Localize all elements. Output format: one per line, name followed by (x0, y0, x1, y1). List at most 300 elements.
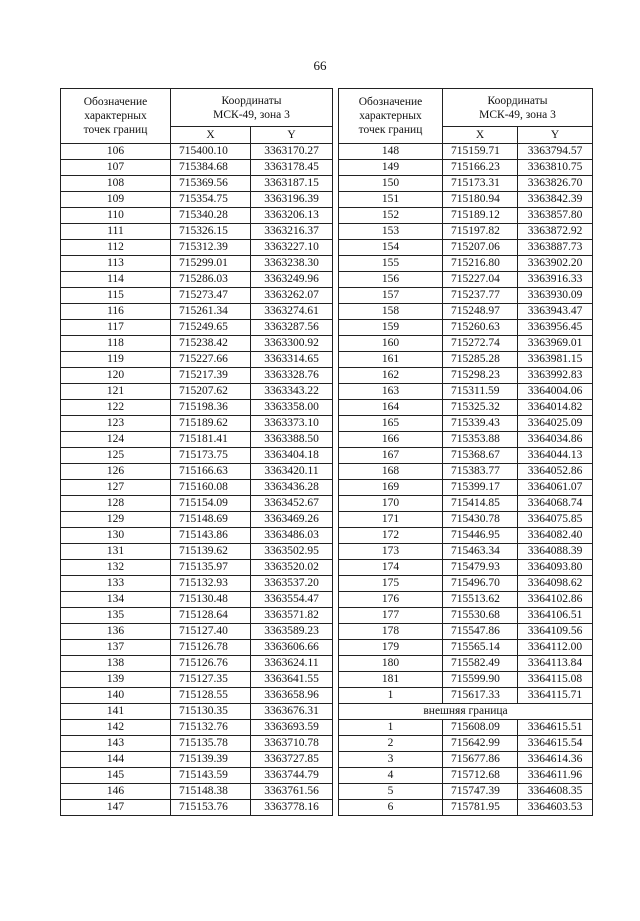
table-row (339, 192, 593, 208)
y-value: 3364044.13 (518, 448, 593, 464)
table-row (61, 640, 333, 656)
table-row (61, 704, 333, 720)
table-row (339, 640, 593, 656)
x-value: 715582.49 (443, 656, 518, 672)
y-value: 3363287.56 (251, 320, 333, 336)
point-number: 112 (61, 240, 171, 256)
table-row (339, 240, 593, 256)
table-row (61, 736, 333, 752)
table-row (339, 224, 593, 240)
x-value: 715130.35 (171, 704, 251, 720)
table-row (61, 320, 333, 336)
point-number: 130 (61, 528, 171, 544)
y-value: 3363262.07 (251, 288, 333, 304)
y-value: 3363761.56 (251, 784, 333, 800)
y-value: 3364052.86 (518, 464, 593, 480)
y-value: 3363436.28 (251, 480, 333, 496)
x-value: 715227.66 (171, 352, 251, 368)
x-value: 715368.67 (443, 448, 518, 464)
x-value: 715173.75 (171, 448, 251, 464)
table-row (339, 176, 593, 192)
x-value: 715128.64 (171, 608, 251, 624)
x-value: 715617.33 (443, 688, 518, 704)
point-number: 140 (61, 688, 171, 704)
x-value: 715238.42 (171, 336, 251, 352)
point-number: 157 (339, 288, 443, 304)
x-value: 715446.95 (443, 528, 518, 544)
coordinates-header (443, 89, 593, 127)
table-row (339, 608, 593, 624)
x-value: 715747.39 (443, 784, 518, 800)
y-value: 3363520.02 (251, 560, 333, 576)
y-value: 3363388.50 (251, 432, 333, 448)
point-number: 143 (61, 736, 171, 752)
table-row (339, 160, 593, 176)
x-value: 715430.78 (443, 512, 518, 528)
x-value: 715354.75 (171, 192, 251, 208)
point-number: 172 (339, 528, 443, 544)
x-value: 715496.70 (443, 576, 518, 592)
table-row (339, 432, 593, 448)
point-number: 2 (339, 736, 443, 752)
y-value: 3363676.31 (251, 704, 333, 720)
point-number: 122 (61, 400, 171, 416)
x-value: 715261.34 (171, 304, 251, 320)
point-number: 119 (61, 352, 171, 368)
y-value: 3364034.86 (518, 432, 593, 448)
point-number: 147 (61, 800, 171, 816)
y-value: 3364025.09 (518, 416, 593, 432)
point-number: 159 (339, 320, 443, 336)
table-row (61, 304, 333, 320)
y-value: 3363554.47 (251, 592, 333, 608)
y-value: 3364068.74 (518, 496, 593, 512)
point-number: 161 (339, 352, 443, 368)
point-number: 138 (61, 656, 171, 672)
table-row (339, 576, 593, 592)
x-header: X (443, 127, 518, 144)
x-value: 715128.55 (171, 688, 251, 704)
point-number: 1 (339, 720, 443, 736)
table-row (61, 224, 333, 240)
table-row (339, 800, 593, 816)
table-row (339, 256, 593, 272)
header-row (339, 89, 593, 127)
table-row (61, 512, 333, 528)
table-row (339, 448, 593, 464)
table-row (61, 576, 333, 592)
x-value: 715248.97 (443, 304, 518, 320)
table-row (339, 144, 593, 160)
point-number: 121 (61, 384, 171, 400)
point-number: 117 (61, 320, 171, 336)
x-value: 715249.65 (171, 320, 251, 336)
table-row (339, 768, 593, 784)
y-value: 3363571.82 (251, 608, 333, 624)
table-row (339, 304, 593, 320)
point-number: 179 (339, 640, 443, 656)
x-value: 715197.82 (443, 224, 518, 240)
y-value: 3363872.92 (518, 224, 593, 240)
table-row (61, 352, 333, 368)
x-value: 715237.77 (443, 288, 518, 304)
point-number: 115 (61, 288, 171, 304)
x-value: 715400.10 (171, 144, 251, 160)
y-value: 3363857.80 (518, 208, 593, 224)
y-value: 3363420.11 (251, 464, 333, 480)
y-value: 3363842.39 (518, 192, 593, 208)
point-number: 127 (61, 480, 171, 496)
table-row (61, 368, 333, 384)
y-value: 3363206.13 (251, 208, 333, 224)
point-number: 137 (61, 640, 171, 656)
x-value: 715369.56 (171, 176, 251, 192)
point-number: 139 (61, 672, 171, 688)
page-number: 66 (313, 58, 327, 73)
y-value: 3363274.61 (251, 304, 333, 320)
table-row (339, 560, 593, 576)
y-header: Y (251, 127, 333, 144)
point-number: 145 (61, 768, 171, 784)
designation-header-line: Обозначение (358, 96, 423, 108)
y-value: 3363956.45 (518, 320, 593, 336)
y-value: 3363658.96 (251, 688, 333, 704)
x-value: 715312.39 (171, 240, 251, 256)
point-number: 173 (339, 544, 443, 560)
point-number: 165 (339, 416, 443, 432)
point-number: 131 (61, 544, 171, 560)
table-row (61, 288, 333, 304)
y-value: 3364109.56 (518, 624, 593, 640)
table-row (61, 464, 333, 480)
point-number: 124 (61, 432, 171, 448)
y-value: 3364082.40 (518, 528, 593, 544)
point-number: 164 (339, 400, 443, 416)
x-value: 715153.76 (171, 800, 251, 816)
point-number: 154 (339, 240, 443, 256)
x-value: 715608.09 (443, 720, 518, 736)
x-value: 715326.15 (171, 224, 251, 240)
y-value: 3363727.85 (251, 752, 333, 768)
table-row (339, 320, 593, 336)
y-value: 3364608.35 (518, 784, 593, 800)
x-value: 715463.34 (443, 544, 518, 560)
point-number: 153 (339, 224, 443, 240)
designation-header-line: характерных (84, 110, 147, 122)
coordinates-table-right (338, 88, 593, 816)
point-number: 176 (339, 592, 443, 608)
table-row (61, 544, 333, 560)
y-value: 3364004.06 (518, 384, 593, 400)
table-row (61, 336, 333, 352)
table-row (61, 496, 333, 512)
y-value: 3363606.66 (251, 640, 333, 656)
point-number: 158 (339, 304, 443, 320)
table-row (61, 528, 333, 544)
point-number: 107 (61, 160, 171, 176)
designation-header-line: точек границ (358, 124, 423, 136)
y-value: 3363178.45 (251, 160, 333, 176)
y-value: 3363810.75 (518, 160, 593, 176)
x-value: 715207.62 (171, 384, 251, 400)
x-value: 715285.28 (443, 352, 518, 368)
table-row (339, 352, 593, 368)
point-number: 170 (339, 496, 443, 512)
x-value: 715189.62 (171, 416, 251, 432)
point-number: 150 (339, 176, 443, 192)
y-value: 3363902.20 (518, 256, 593, 272)
table-row (339, 272, 593, 288)
table-row (61, 400, 333, 416)
point-number: 174 (339, 560, 443, 576)
x-value: 715227.04 (443, 272, 518, 288)
x-value: 715198.36 (171, 400, 251, 416)
y-value: 3363744.79 (251, 768, 333, 784)
x-value: 715339.43 (443, 416, 518, 432)
x-value: 715547.86 (443, 624, 518, 640)
point-number: 3 (339, 752, 443, 768)
table-row (61, 176, 333, 192)
point-number: 118 (61, 336, 171, 352)
point-number: 6 (339, 800, 443, 816)
x-value: 715154.09 (171, 496, 251, 512)
table-row (339, 368, 593, 384)
y-value: 3363314.65 (251, 352, 333, 368)
point-number: 152 (339, 208, 443, 224)
point-number: 4 (339, 768, 443, 784)
section-row (339, 704, 593, 720)
table-row (339, 592, 593, 608)
x-value: 715513.62 (443, 592, 518, 608)
point-number: 166 (339, 432, 443, 448)
table-row (61, 800, 333, 816)
y-value: 3364093.80 (518, 560, 593, 576)
point-number: 160 (339, 336, 443, 352)
x-value: 715311.59 (443, 384, 518, 400)
point-number: 156 (339, 272, 443, 288)
table-row (61, 160, 333, 176)
designation-header (61, 89, 171, 144)
table-row (339, 496, 593, 512)
x-value: 715677.86 (443, 752, 518, 768)
y-value: 3363249.96 (251, 272, 333, 288)
y-value: 3363452.67 (251, 496, 333, 512)
y-value: 3364098.62 (518, 576, 593, 592)
y-value: 3363589.23 (251, 624, 333, 640)
y-value: 3363300.92 (251, 336, 333, 352)
point-number: 177 (339, 608, 443, 624)
y-value: 3363238.30 (251, 256, 333, 272)
table-row (339, 400, 593, 416)
y-value: 3363981.15 (518, 352, 593, 368)
x-value: 715642.99 (443, 736, 518, 752)
point-number: 133 (61, 576, 171, 592)
y-value: 3363943.47 (518, 304, 593, 320)
coordinates-header (171, 89, 333, 127)
x-value: 715127.40 (171, 624, 251, 640)
y-header: Y (518, 127, 593, 144)
x-header: X (171, 127, 251, 144)
y-value: 3364014.82 (518, 400, 593, 416)
point-number: 125 (61, 448, 171, 464)
point-number: 169 (339, 480, 443, 496)
y-value: 3363469.26 (251, 512, 333, 528)
point-number: 180 (339, 656, 443, 672)
y-value: 3364088.39 (518, 544, 593, 560)
table-row (339, 688, 593, 704)
point-number: 162 (339, 368, 443, 384)
table-row (61, 240, 333, 256)
coordinates-header-line: МСК-49, зона 3 (213, 108, 290, 121)
y-value: 3363187.15 (251, 176, 333, 192)
point-number: 136 (61, 624, 171, 640)
point-number: 181 (339, 672, 443, 688)
point-number: 178 (339, 624, 443, 640)
point-number: 144 (61, 752, 171, 768)
table-row (61, 192, 333, 208)
x-value: 715217.39 (171, 368, 251, 384)
y-value: 3363502.95 (251, 544, 333, 560)
table-row (61, 272, 333, 288)
y-value: 3364106.51 (518, 608, 593, 624)
table-row (339, 208, 593, 224)
y-value: 3363196.39 (251, 192, 333, 208)
x-value: 715159.71 (443, 144, 518, 160)
x-value: 715353.88 (443, 432, 518, 448)
coordinates-header-line: МСК-49, зона 3 (479, 108, 556, 121)
y-value: 3364112.00 (518, 640, 593, 656)
point-number: 155 (339, 256, 443, 272)
table-row (61, 208, 333, 224)
y-value: 3363358.00 (251, 400, 333, 416)
designation-header-line: точек границ (83, 124, 148, 136)
y-value: 3363486.03 (251, 528, 333, 544)
y-value: 3363343.22 (251, 384, 333, 400)
x-value: 715139.62 (171, 544, 251, 560)
table-row (339, 480, 593, 496)
x-value: 715127.35 (171, 672, 251, 688)
y-value: 3364603.53 (518, 800, 593, 816)
point-number: 141 (61, 704, 171, 720)
x-value: 715135.78 (171, 736, 251, 752)
table-row (61, 672, 333, 688)
table-row (339, 464, 593, 480)
x-value: 715148.38 (171, 784, 251, 800)
x-value: 715286.03 (171, 272, 251, 288)
x-value: 715384.68 (171, 160, 251, 176)
x-value: 715173.31 (443, 176, 518, 192)
point-number: 128 (61, 496, 171, 512)
point-number: 126 (61, 464, 171, 480)
x-value: 715126.78 (171, 640, 251, 656)
point-number: 120 (61, 368, 171, 384)
y-value: 3364115.08 (518, 672, 593, 688)
y-value: 3363373.10 (251, 416, 333, 432)
x-value: 715181.41 (171, 432, 251, 448)
table-row (339, 672, 593, 688)
y-value: 3363641.55 (251, 672, 333, 688)
x-value: 715530.68 (443, 608, 518, 624)
point-number: 149 (339, 160, 443, 176)
section-label: внешняя граница (339, 704, 593, 720)
x-value: 715216.80 (443, 256, 518, 272)
x-value: 715414.85 (443, 496, 518, 512)
x-value: 715139.39 (171, 752, 251, 768)
coordinates-table-left (60, 88, 333, 816)
table-row (61, 752, 333, 768)
point-number: 163 (339, 384, 443, 400)
point-number: 1 (339, 688, 443, 704)
table-row (61, 256, 333, 272)
x-value: 715340.28 (171, 208, 251, 224)
table-row (61, 416, 333, 432)
y-value: 3363537.20 (251, 576, 333, 592)
point-number: 113 (61, 256, 171, 272)
y-value: 3363969.01 (518, 336, 593, 352)
table-row (61, 384, 333, 400)
table-row (61, 592, 333, 608)
x-value: 715781.95 (443, 800, 518, 816)
table-row (61, 608, 333, 624)
y-value: 3364615.51 (518, 720, 593, 736)
table-row (339, 752, 593, 768)
x-value: 715135.97 (171, 560, 251, 576)
table-row (339, 528, 593, 544)
y-value: 3364061.07 (518, 480, 593, 496)
x-value: 715273.47 (171, 288, 251, 304)
point-number: 109 (61, 192, 171, 208)
table-row (339, 720, 593, 736)
y-value: 3364113.84 (518, 656, 593, 672)
table-row (61, 688, 333, 704)
x-value: 715132.76 (171, 720, 251, 736)
point-number: 114 (61, 272, 171, 288)
table-row (61, 432, 333, 448)
table-row (61, 768, 333, 784)
y-value: 3363887.73 (518, 240, 593, 256)
y-value: 3363794.57 (518, 144, 593, 160)
y-value: 3363404.18 (251, 448, 333, 464)
x-value: 715189.12 (443, 208, 518, 224)
table-row (339, 624, 593, 640)
point-number: 134 (61, 592, 171, 608)
point-number: 116 (61, 304, 171, 320)
point-number: 111 (61, 224, 171, 240)
y-value: 3363916.33 (518, 272, 593, 288)
y-value: 3363693.59 (251, 720, 333, 736)
x-value: 715325.32 (443, 400, 518, 416)
y-value: 3363930.09 (518, 288, 593, 304)
y-value: 3363328.76 (251, 368, 333, 384)
x-value: 715260.63 (443, 320, 518, 336)
x-value: 715272.74 (443, 336, 518, 352)
x-value: 715148.69 (171, 512, 251, 528)
table-row (61, 784, 333, 800)
designation-header (339, 89, 443, 144)
designation-header-line: Обозначение (83, 96, 148, 108)
table-row (61, 480, 333, 496)
x-value: 715143.86 (171, 528, 251, 544)
y-value: 3364611.96 (518, 768, 593, 784)
x-value: 715383.77 (443, 464, 518, 480)
table-row (61, 720, 333, 736)
coordinates-header-line: Координаты (221, 94, 282, 107)
table-row (61, 448, 333, 464)
point-number: 168 (339, 464, 443, 480)
x-value: 715130.48 (171, 592, 251, 608)
x-value: 715207.06 (443, 240, 518, 256)
y-value: 3363170.27 (251, 144, 333, 160)
